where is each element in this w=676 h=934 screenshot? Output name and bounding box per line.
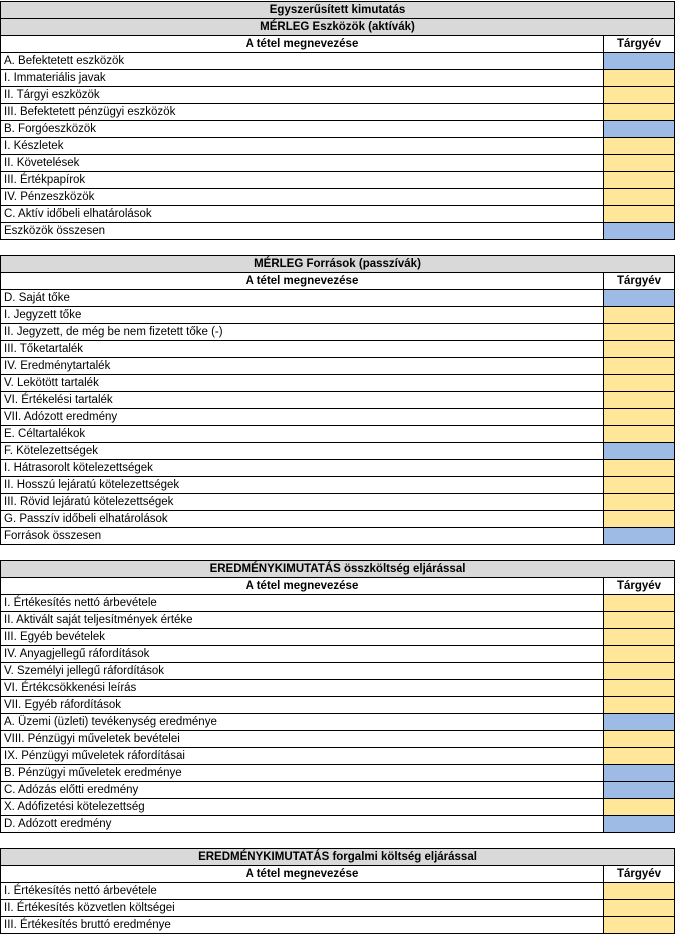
column-header-row bbox=[1, 866, 675, 883]
row-label: X. Adófizetési kötelezettség bbox=[1, 799, 604, 816]
column-header-name: A tétel megnevezése bbox=[1, 273, 604, 290]
table-row bbox=[1, 375, 675, 392]
row-label: II. Követelések bbox=[1, 155, 604, 172]
computed-value-cell bbox=[604, 443, 675, 460]
input-value-cell[interactable] bbox=[604, 612, 675, 629]
assets-table-body bbox=[1, 2, 675, 240]
row-label: VI. Értékelési tartalék bbox=[1, 392, 604, 409]
table-row bbox=[1, 663, 675, 680]
row-label: F. Kötelezettségek bbox=[1, 443, 604, 460]
column-header-value: Tárgyév bbox=[604, 36, 675, 53]
input-value-cell[interactable] bbox=[604, 138, 675, 155]
input-value-cell[interactable] bbox=[604, 477, 675, 494]
input-value-cell[interactable] bbox=[604, 680, 675, 697]
input-value-cell[interactable] bbox=[604, 917, 675, 934]
input-value-cell[interactable] bbox=[604, 629, 675, 646]
income-statement-total-cost-table bbox=[0, 560, 675, 833]
table-row bbox=[1, 765, 675, 782]
table-row bbox=[1, 612, 675, 629]
row-label: VI. Értékcsökkenési leírás bbox=[1, 680, 604, 697]
table-row bbox=[1, 358, 675, 375]
column-header-row bbox=[1, 36, 675, 53]
row-label: A. Befektetett eszközök bbox=[1, 53, 604, 70]
row-label: E. Céltartalékok bbox=[1, 426, 604, 443]
table-row bbox=[1, 731, 675, 748]
row-label: IV. Anyagjellegű ráfordítások bbox=[1, 646, 604, 663]
table-row bbox=[1, 87, 675, 104]
row-label: II. Tárgyi eszközök bbox=[1, 87, 604, 104]
input-value-cell[interactable] bbox=[604, 172, 675, 189]
row-label: VII. Egyéb ráfordítások bbox=[1, 697, 604, 714]
table-title-row bbox=[1, 256, 675, 273]
input-value-cell[interactable] bbox=[604, 748, 675, 765]
column-header-value: Tárgyév bbox=[604, 866, 675, 883]
table-row bbox=[1, 53, 675, 70]
table-row bbox=[1, 629, 675, 646]
input-value-cell[interactable] bbox=[604, 663, 675, 680]
table-row bbox=[1, 104, 675, 121]
row-label: I. Készletek bbox=[1, 138, 604, 155]
row-label: A. Üzemi (üzleti) tevékenység eredménye bbox=[1, 714, 604, 731]
row-label: III. Tőketartalék bbox=[1, 341, 604, 358]
input-value-cell[interactable] bbox=[604, 307, 675, 324]
input-value-cell[interactable] bbox=[604, 494, 675, 511]
row-label: D. Adózott eredmény bbox=[1, 816, 604, 833]
column-header-row bbox=[1, 273, 675, 290]
input-value-cell[interactable] bbox=[604, 731, 675, 748]
column-header-name: A tétel megnevezése bbox=[1, 866, 604, 883]
table-row bbox=[1, 324, 675, 341]
liabilities-table bbox=[0, 255, 675, 545]
input-value-cell[interactable] bbox=[604, 87, 675, 104]
income-total-cost-table-body bbox=[1, 561, 675, 833]
input-value-cell[interactable] bbox=[604, 426, 675, 443]
row-label: VII. Adózott eredmény bbox=[1, 409, 604, 426]
input-value-cell[interactable] bbox=[604, 460, 675, 477]
computed-value-cell bbox=[604, 290, 675, 307]
row-label: I. Értékesítés nettó árbevétele bbox=[1, 595, 604, 612]
table-row bbox=[1, 426, 675, 443]
input-value-cell[interactable] bbox=[604, 392, 675, 409]
computed-value-cell bbox=[604, 782, 675, 799]
table-title-row bbox=[1, 19, 675, 36]
table-row bbox=[1, 511, 675, 528]
table-row bbox=[1, 697, 675, 714]
row-label: B. Pénzügyi műveletek eredménye bbox=[1, 765, 604, 782]
table-row bbox=[1, 528, 675, 545]
row-label: VIII. Pénzügyi műveletek bevételei bbox=[1, 731, 604, 748]
row-label: IV. Eredménytartalék bbox=[1, 358, 604, 375]
table-row bbox=[1, 900, 675, 917]
table-row bbox=[1, 155, 675, 172]
row-label: IV. Pénzeszközök bbox=[1, 189, 604, 206]
input-value-cell[interactable] bbox=[604, 883, 675, 900]
row-label: IX. Pénzügyi műveletek ráfordításai bbox=[1, 748, 604, 765]
input-value-cell[interactable] bbox=[604, 697, 675, 714]
row-label: II. Hosszú lejáratú kötelezettségek bbox=[1, 477, 604, 494]
input-value-cell[interactable] bbox=[604, 375, 675, 392]
table-title-row bbox=[1, 849, 675, 866]
table-row bbox=[1, 341, 675, 358]
income-statement-sales-cost-table bbox=[0, 848, 675, 934]
assets-table bbox=[0, 1, 675, 240]
input-value-cell[interactable] bbox=[604, 358, 675, 375]
row-label: G. Passzív időbeli elhatárolások bbox=[1, 511, 604, 528]
row-label: I. Értékesítés nettó árbevétele bbox=[1, 883, 604, 900]
table-row bbox=[1, 680, 675, 697]
main-title-row bbox=[1, 2, 675, 19]
table-row bbox=[1, 206, 675, 223]
row-label: Eszközök összesen bbox=[1, 223, 604, 240]
table-row bbox=[1, 816, 675, 833]
liabilities-table-body bbox=[1, 256, 675, 545]
table-title-row bbox=[1, 561, 675, 578]
row-label: I. Jegyzett tőke bbox=[1, 307, 604, 324]
column-header-name: A tétel megnevezése bbox=[1, 578, 604, 595]
main-title: Egyszerűsített kimutatás bbox=[1, 2, 675, 19]
row-label: III. Értékesítés bruttó eredménye bbox=[1, 917, 604, 934]
column-header-name: A tétel megnevezése bbox=[1, 36, 604, 53]
column-header-value: Tárgyév bbox=[604, 578, 675, 595]
row-label: B. Forgóeszközök bbox=[1, 121, 604, 138]
row-label: III. Befektetett pénzügyi eszközök bbox=[1, 104, 604, 121]
table-title: EREDMÉNYKIMUTATÁS összköltség eljárással bbox=[1, 561, 675, 578]
table-row bbox=[1, 70, 675, 87]
input-value-cell[interactable] bbox=[604, 206, 675, 223]
column-header-row bbox=[1, 578, 675, 595]
row-label: III. Rövid lejáratú kötelezettségek bbox=[1, 494, 604, 511]
input-value-cell[interactable] bbox=[604, 900, 675, 917]
table-row bbox=[1, 223, 675, 240]
input-value-cell[interactable] bbox=[604, 104, 675, 121]
table-row bbox=[1, 189, 675, 206]
row-label: C. Adózás előtti eredmény bbox=[1, 782, 604, 799]
row-label: II. Aktivált saját teljesítmények értéke bbox=[1, 612, 604, 629]
input-value-cell[interactable] bbox=[604, 409, 675, 426]
computed-value-cell bbox=[604, 223, 675, 240]
table-row bbox=[1, 782, 675, 799]
row-label: I. Immateriális javak bbox=[1, 70, 604, 87]
table-row bbox=[1, 883, 675, 900]
input-value-cell[interactable] bbox=[604, 189, 675, 206]
input-value-cell[interactable] bbox=[604, 511, 675, 528]
table-row bbox=[1, 443, 675, 460]
column-header-value: Tárgyév bbox=[604, 273, 675, 290]
table-row bbox=[1, 460, 675, 477]
income-sales-cost-table-body bbox=[1, 849, 675, 934]
table-row bbox=[1, 138, 675, 155]
table-title: MÉRLEG Eszközök (aktívák) bbox=[1, 19, 675, 36]
computed-value-cell bbox=[604, 528, 675, 545]
row-label: D. Saját tőke bbox=[1, 290, 604, 307]
table-row bbox=[1, 290, 675, 307]
table-row bbox=[1, 748, 675, 765]
table-row bbox=[1, 595, 675, 612]
table-title: MÉRLEG Források (passzívák) bbox=[1, 256, 675, 273]
input-value-cell[interactable] bbox=[604, 155, 675, 172]
input-value-cell[interactable] bbox=[604, 70, 675, 87]
row-label: C. Aktív időbeli elhatárolások bbox=[1, 206, 604, 223]
table-row bbox=[1, 121, 675, 138]
table-row bbox=[1, 917, 675, 934]
table-row bbox=[1, 409, 675, 426]
table-row bbox=[1, 172, 675, 189]
table-row bbox=[1, 477, 675, 494]
input-value-cell[interactable] bbox=[604, 324, 675, 341]
table-title: EREDMÉNYKIMUTATÁS forgalmi költség eljárással bbox=[1, 849, 675, 866]
table-row bbox=[1, 799, 675, 816]
row-label: III. Értékpapírok bbox=[1, 172, 604, 189]
computed-value-cell bbox=[604, 765, 675, 782]
input-value-cell[interactable] bbox=[604, 341, 675, 358]
computed-value-cell bbox=[604, 714, 675, 731]
computed-value-cell bbox=[604, 816, 675, 833]
input-value-cell[interactable] bbox=[604, 595, 675, 612]
row-label: II. Értékesítés közvetlen költségei bbox=[1, 900, 604, 917]
input-value-cell[interactable] bbox=[604, 646, 675, 663]
row-label: III. Egyéb bevételek bbox=[1, 629, 604, 646]
row-label: I. Hátrasorolt kötelezettségek bbox=[1, 460, 604, 477]
computed-value-cell bbox=[604, 121, 675, 138]
table-row bbox=[1, 392, 675, 409]
row-label: Források összesen bbox=[1, 528, 604, 545]
row-label: II. Jegyzett, de még be nem fizetett tőke (-) bbox=[1, 324, 604, 341]
computed-value-cell bbox=[604, 53, 675, 70]
table-row bbox=[1, 307, 675, 324]
table-row bbox=[1, 494, 675, 511]
table-row bbox=[1, 646, 675, 663]
row-label: V. Személyi jellegű ráfordítások bbox=[1, 663, 604, 680]
table-row bbox=[1, 714, 675, 731]
row-label: V. Lekötött tartalék bbox=[1, 375, 604, 392]
input-value-cell[interactable] bbox=[604, 799, 675, 816]
